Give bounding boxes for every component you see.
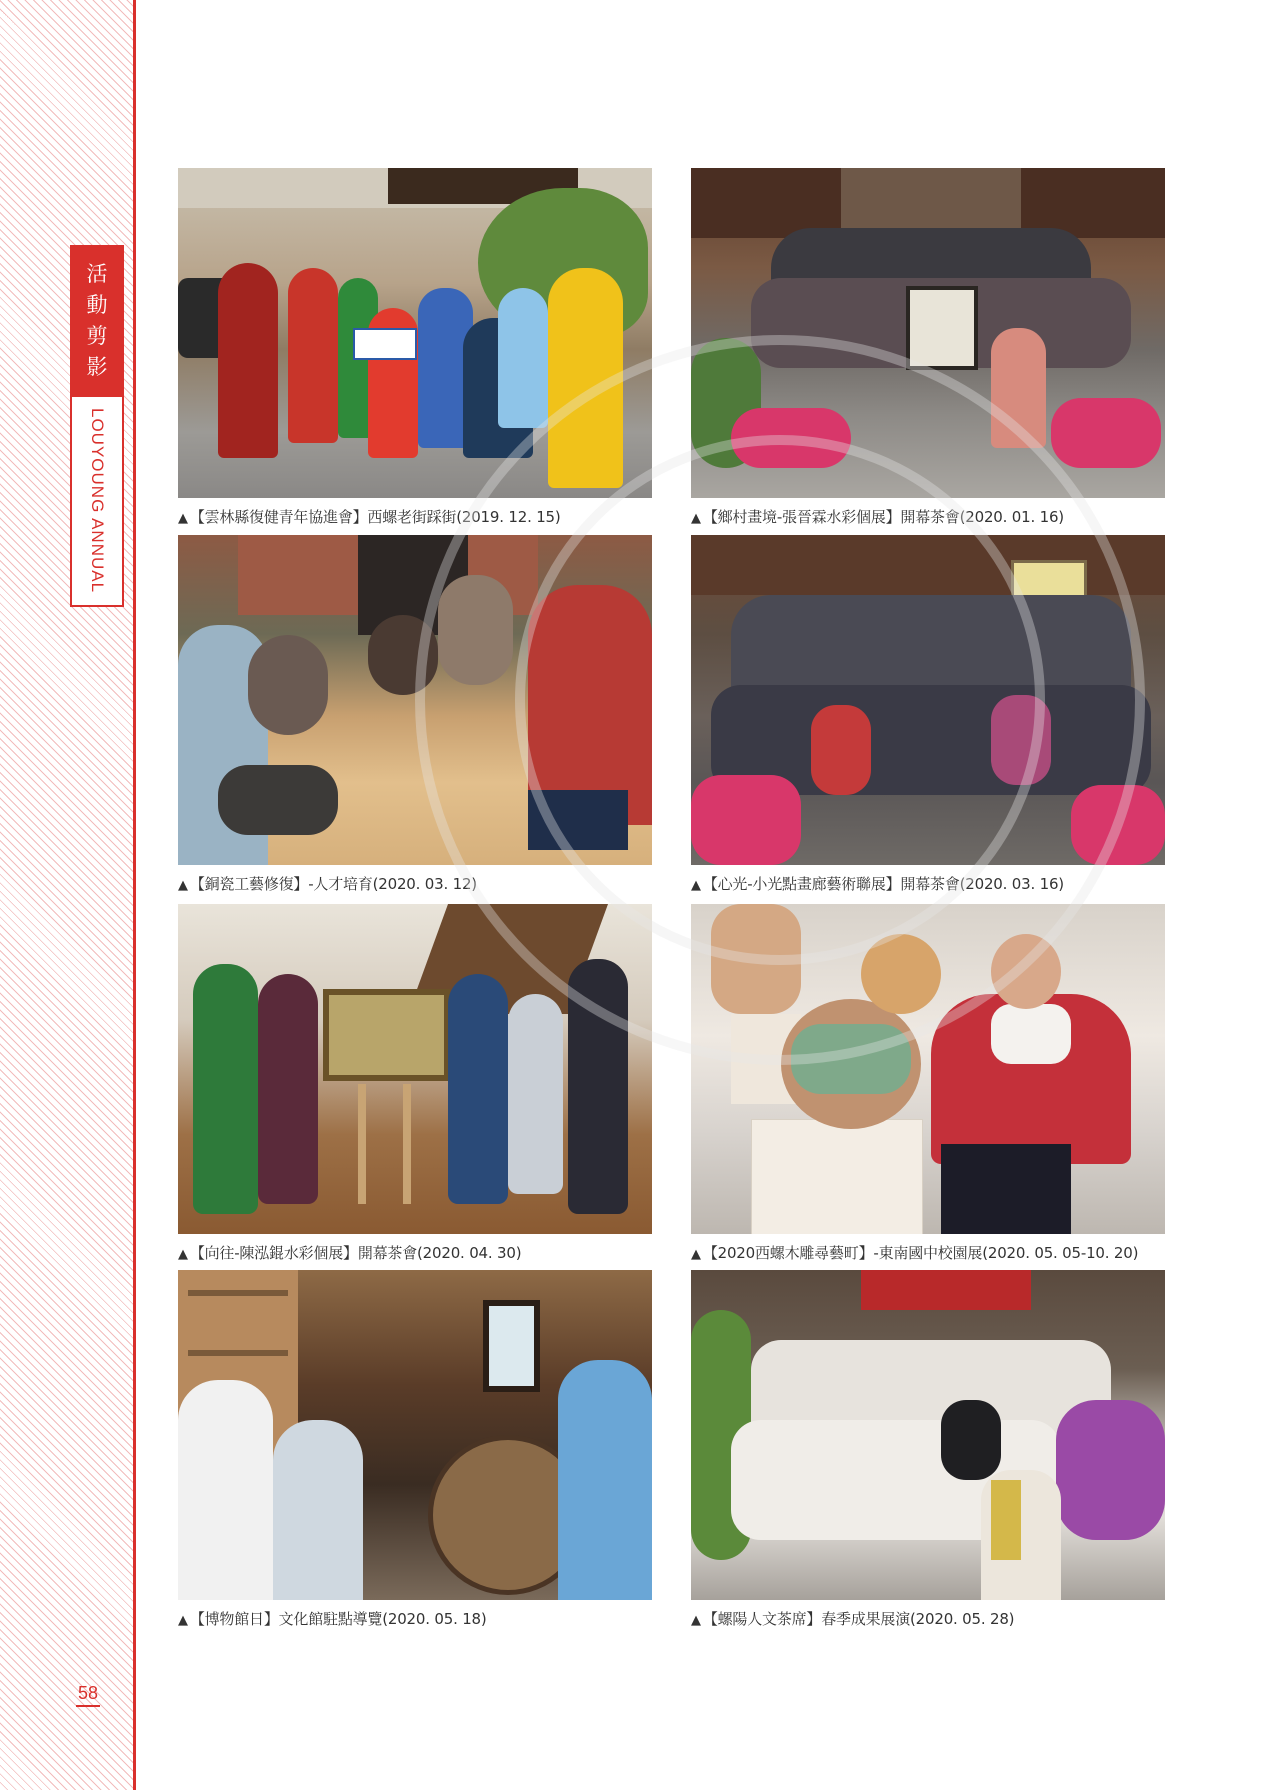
photo (178, 1270, 652, 1600)
triangle-bullet-icon: ▲ (178, 1613, 188, 1628)
photo-cell (691, 904, 1165, 1263)
photo (691, 168, 1165, 498)
side-divider-line (133, 0, 136, 1790)
section-label (70, 245, 124, 607)
section-title (72, 247, 122, 397)
photo-cell (691, 535, 1165, 894)
section-title-char: 動 (86, 293, 108, 317)
photo-caption: ▲ 【向往-陳泓錕水彩個展】開幕茶會(2020. 04. 30) (178, 1244, 522, 1262)
photo (691, 535, 1165, 865)
photo (178, 904, 652, 1234)
triangle-bullet-icon: ▲ (178, 511, 188, 526)
photo-caption: ▲ 【螺陽人文茶席】春季成果展演(2020. 05. 28) (691, 1610, 1015, 1628)
triangle-bullet-icon: ▲ (178, 1247, 188, 1262)
triangle-bullet-icon: ▲ (691, 1247, 701, 1262)
photo-caption: ▲ 【鄉村畫境-張晉霖水彩個展】開幕茶會(2020. 01. 16) (691, 508, 1064, 526)
photo-cell (178, 535, 652, 894)
triangle-bullet-icon: ▲ (691, 1613, 701, 1628)
photo (691, 904, 1165, 1234)
photo-cell (178, 904, 652, 1263)
section-title-char: 活 (86, 262, 108, 286)
page-number: 58 (76, 1683, 100, 1707)
photo-caption: ▲ 【博物館日】文化館駐點導覽(2020. 05. 18) (178, 1610, 487, 1628)
triangle-bullet-icon: ▲ (691, 878, 701, 893)
photo-caption: ▲ 【心光-小光點畫廊藝術聯展】開幕茶會(2020. 03. 16) (691, 875, 1064, 893)
photo-cell (691, 168, 1165, 527)
section-subtitle-box (72, 397, 122, 605)
triangle-bullet-icon: ▲ (691, 511, 701, 526)
section-title-char: 影 (86, 355, 108, 379)
triangle-bullet-icon: ▲ (178, 878, 188, 893)
photo-caption: ▲ 【2020西螺木雕尋藝町】-東南國中校園展(2020. 05. 05-10. 20) (691, 1244, 1139, 1262)
photo-cell (178, 168, 652, 527)
photo (178, 168, 652, 498)
section-subtitle: LOUYOUNG ANNUAL (88, 408, 107, 594)
photo-caption: ▲ 【銅瓷工藝修復】-人才培育(2020. 03. 12) (178, 875, 477, 893)
photo (178, 535, 652, 865)
photo-caption: ▲ 【雲林縣復健青年協進會】西螺老街踩街(2019. 12. 15) (178, 508, 561, 526)
section-title-char: 剪 (86, 324, 108, 348)
photo (691, 1270, 1165, 1600)
photo-cell (691, 1270, 1165, 1629)
photo-cell (178, 1270, 652, 1629)
